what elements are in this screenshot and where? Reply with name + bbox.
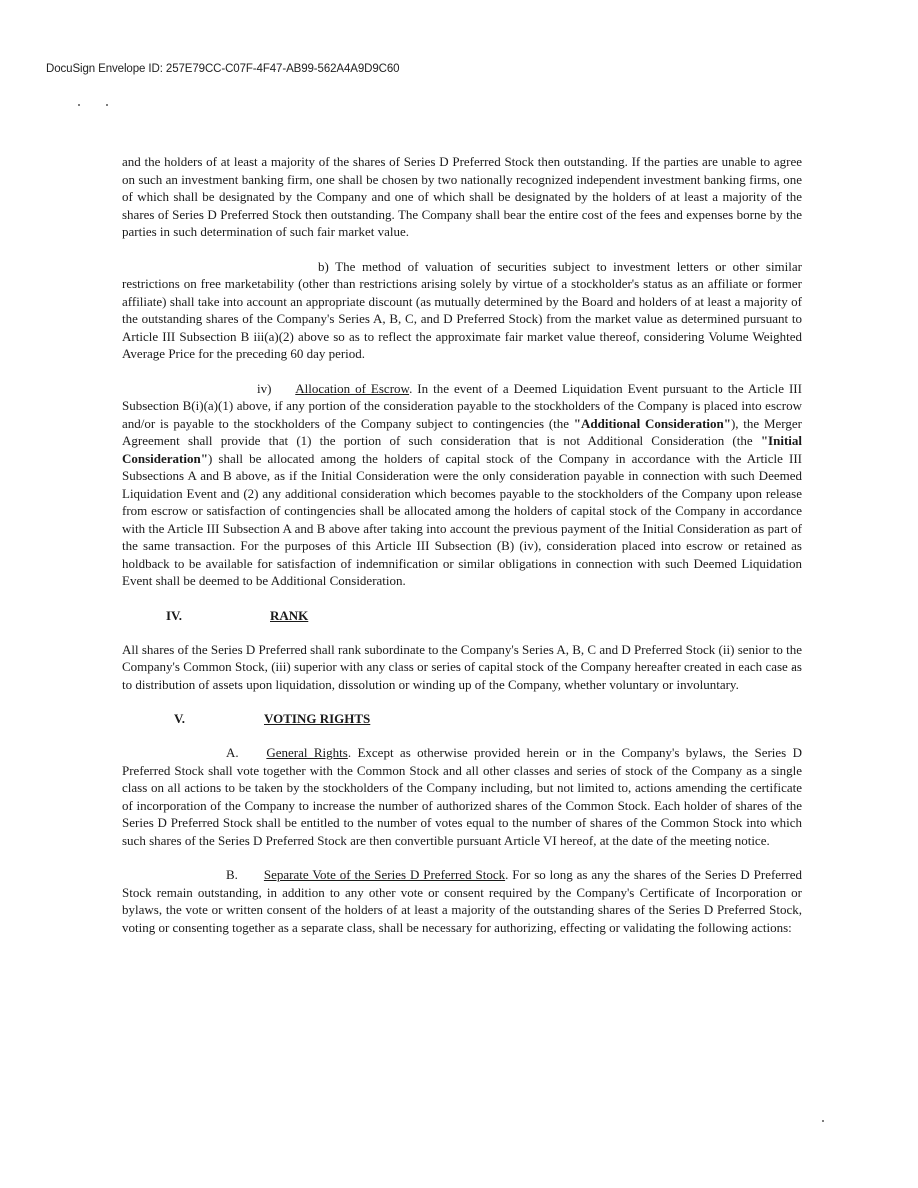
paragraph-rank: All shares of the Series D Preferred shall rank subordinate to the Company's Series A, B, C and D Preferred Stock (ii) senior to the Company's Common Stock, (iii) superior with any class or series of capital stock of the Company hereafter created in each case as to distribution of assets upon liquidation, dissolution or winding up of the Company, whether voluntary or involuntary. xyxy=(122,641,802,692)
section-number: IV. xyxy=(166,607,183,623)
paragraph-text: . For so long as any the shares of the Series D Preferred Stock remain outstanding, in addition to any other vote or consent required by the Company's Certificate of Incorporation or bylaws, the vote or written consent of the holders of at least a majority of the outstanding shares of the Series D Preferred Stock, voting or consenting together as a separate class, shall be necessary for authorizing, effecting or validating the following actions: xyxy=(122,867,802,935)
paragraph-text: . Except as otherwise provided herein or in the Company's bylaws, the Series D Preferred Stock shall vote together with the Common Stock and all other classes and series of stock of the Company as a single class on all actions to be taken by the stockholders of the Company including, but not limited to, actions amending the certificate of incorporation of the Company to increase the number of authorized shares of the Common Stock. Each holder of shares of the Series D Preferred Stock shall be entitled to the number of votes equal to the number of shares of the Common Stock into which such shares of the Series D Preferred Stock are then convertible pursuant Article VI hereof, at the date of the meeting notice. xyxy=(122,745,802,848)
subsection-title: General Rights xyxy=(266,745,348,760)
paragraph-allocation-of-escrow xyxy=(122,380,802,590)
defined-term: "Initial Consideration" xyxy=(122,433,802,466)
paragraph-text: . In the event of a Deemed Liquidation Event pursuant to the Article III Subsection B(i)(a)(1) above, if any portion of the consideration payable to the stockholders of the Company is placed into escrow and/or is payable to the stockholders of the Company subject to contingencies (the xyxy=(122,380,802,431)
paragraph-text: ) shall be allocated among the holders of capital stock of the Company in accordance with the Article III Subsections A and B above, as if the Initial Consideration were the only consideration payable in connection with such Deemed Liquidation Event and (2) any additional consideration which becomes payable to the stockholders of the Company upon release from escrow or satisfaction of contingencies shall be allocated among the holders of capital stock of the Company in accordance with the Article III Subsection A and B above after taking into account the previous payment of the Initial Consideration as part of the same transaction. For the purposes of this Article III Subsection (B) (iv), consideration placed into escrow or retained as holdback to be available for satisfaction of indemnification or similar obligations in connection with such Deemed Liquidation Event shall be deemed to be Additional Consideration. xyxy=(122,450,802,588)
subsection-label: A. xyxy=(226,745,239,760)
document-body xyxy=(122,153,802,953)
subsection-label: B. xyxy=(226,867,238,882)
paragraph-general-rights xyxy=(122,744,802,849)
section-number: V. xyxy=(174,711,185,726)
section-heading-rank xyxy=(122,607,802,625)
paragraph-separate-vote xyxy=(122,866,802,936)
section-heading-voting-rights xyxy=(122,710,802,728)
defined-term: "Additional Consideration" xyxy=(573,415,731,431)
section-title: Allocation of Escrow xyxy=(295,380,410,396)
section-label: iv) xyxy=(257,380,272,396)
subsection-title: Separate Vote of the Series D Preferred Stock xyxy=(263,867,506,882)
paragraph-text: ), the Merger Agreement shall provide that (1) the portion of such consideration that is not Additional Consideration (the xyxy=(122,415,802,448)
scan-speck xyxy=(106,104,108,106)
paragraph-valuation-method: b) The method of valuation of securities subject to investment letters or other similar restrictions on free marketability (other than restrictions arising solely by virtue of a stockholder's status as an affiliate or former affiliate) shall take into account an appropriate discount (as mutually determined by the Board and holders of at least a majority of the outstanding shares of the Company's Series A, B, C, and D Preferred Stock) from the market value as determined pursuant to Article III Subsection B iii(a)(2) above so as to reflect the approximate fair market value thereof, considering Volume Weighted Average Price for the preceding 60 day period. xyxy=(122,258,802,361)
scan-speck xyxy=(822,1120,824,1122)
scan-speck xyxy=(78,104,80,106)
section-title: VOTING RIGHTS xyxy=(264,711,371,726)
section-title: RANK xyxy=(270,607,309,623)
paragraph-fair-market-value: and the holders of at least a majority of the shares of Series D Preferred Stock then outstanding. If the parties are unable to agree on such an investment banking firm, one shall be chosen by two nationally recognized independent investment banking firms, one of which shall be designated by the Company and one of which shall be designated by the holders of at least a majority of the shares of Series D Preferred Stock then outstanding. The Company shall bear the entire cost of the fees and expenses borne by the parties in such determination of such fair market value. xyxy=(122,154,802,239)
docusign-envelope-id: DocuSign Envelope ID: 257E79CC-C07F-4F47-AB99-562A4A9D9C60 xyxy=(46,63,400,75)
